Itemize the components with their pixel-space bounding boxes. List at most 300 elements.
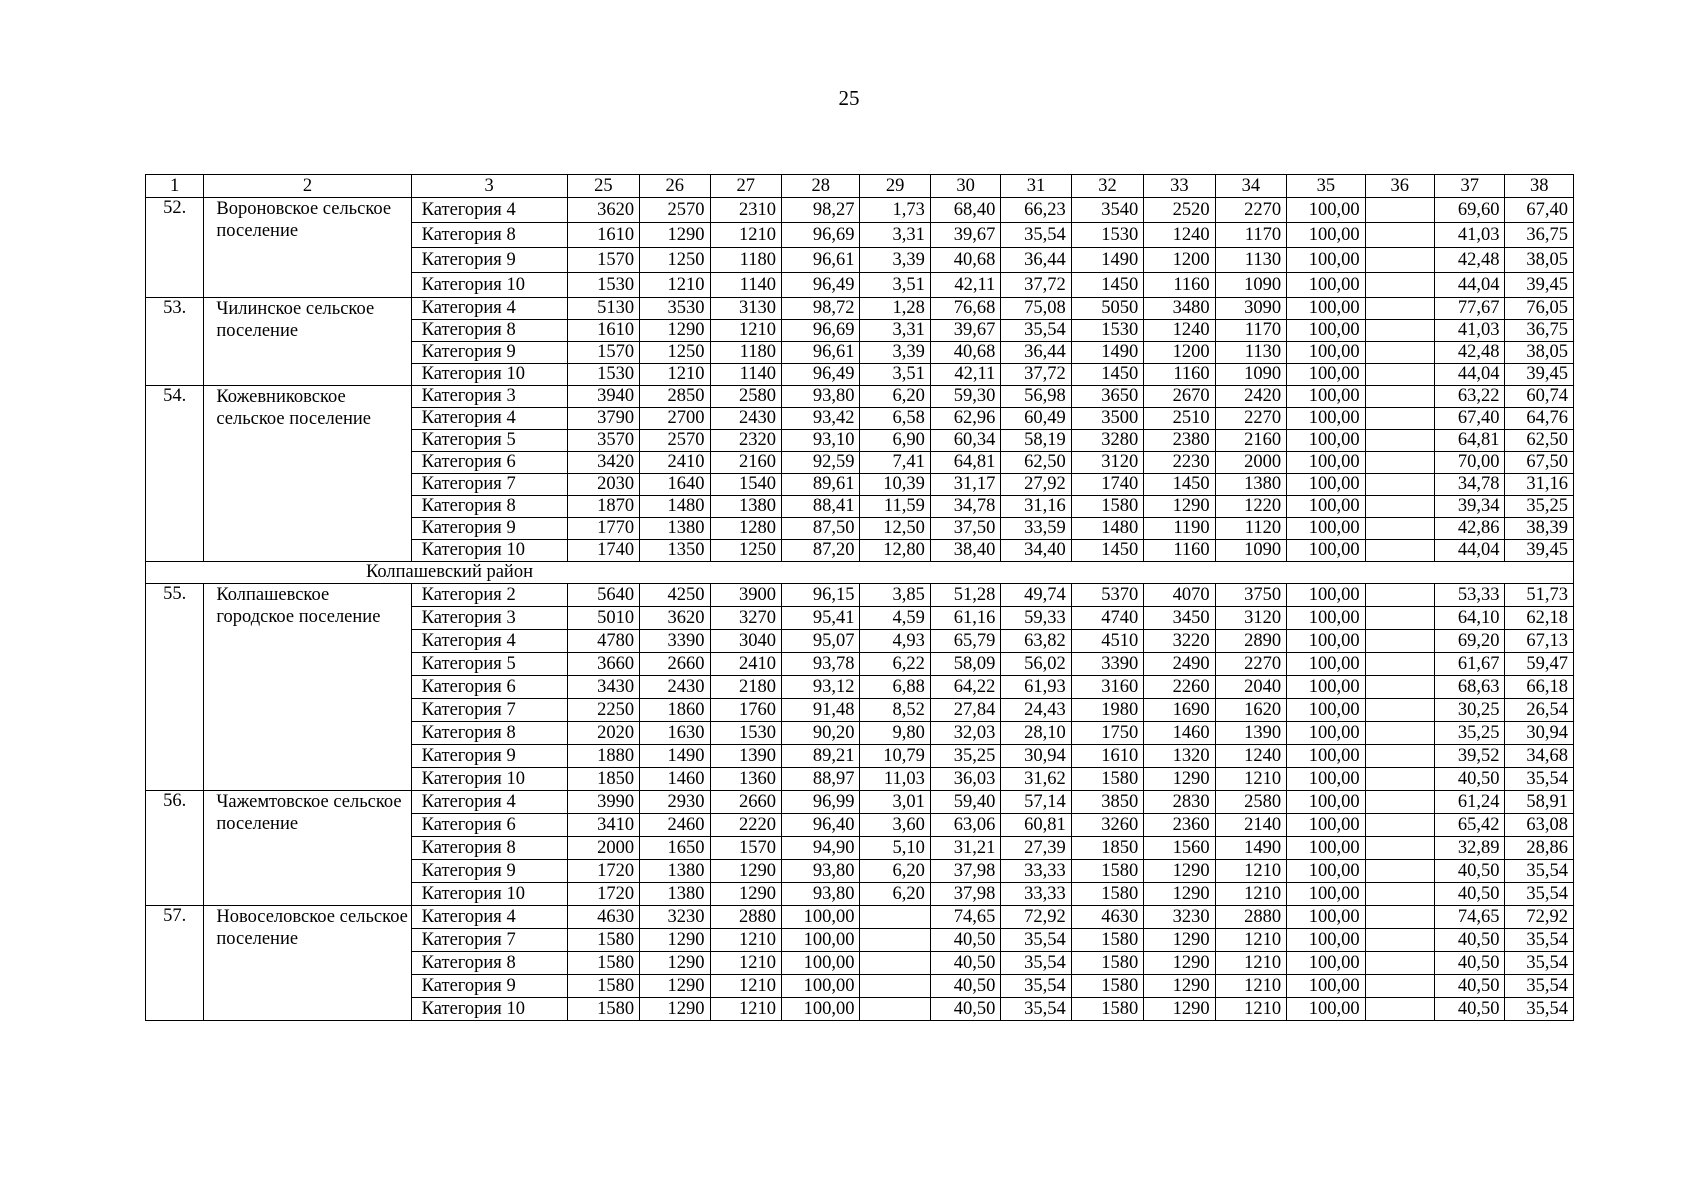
value-cell [1365,745,1434,768]
value-cell: 100,00 [1287,676,1365,699]
value-cell: 1210 [710,975,781,998]
value-cell: 4630 [567,906,639,929]
value-cell [1365,768,1434,791]
value-cell: 100,00 [1287,248,1365,273]
value-cell: 100,00 [1287,320,1365,342]
value-cell: 10,39 [860,474,930,496]
category-cell: Категория 9 [411,518,567,540]
value-cell: 35,25 [1505,496,1574,518]
value-cell [1365,722,1434,745]
value-cell: 2000 [1215,452,1286,474]
value-cell: 1160 [1144,273,1215,298]
value-cell: 2320 [710,430,781,452]
value-cell: 74,65 [930,906,1000,929]
value-cell: 90,20 [781,722,859,745]
value-cell: 100,00 [1287,607,1365,630]
value-cell [1365,298,1434,320]
value-cell: 100,00 [1287,584,1365,607]
value-cell: 96,69 [781,223,859,248]
value-cell: 35,54 [1001,223,1071,248]
value-cell: 26,54 [1505,699,1574,722]
value-cell: 4250 [640,584,710,607]
value-cell [1365,452,1434,474]
table-body [146,175,1574,1021]
value-cell: 3660 [567,653,639,676]
value-cell [1365,408,1434,430]
value-cell: 1480 [1071,518,1143,540]
value-cell: 38,39 [1505,518,1574,540]
value-cell: 3,51 [860,273,930,298]
value-cell: 100,00 [1287,630,1365,653]
value-cell: 3390 [640,630,710,653]
value-cell: 44,04 [1435,364,1505,386]
value-cell: 100,00 [781,952,859,975]
value-cell: 1490 [1071,342,1143,364]
value-cell: 1290 [640,952,710,975]
value-cell: 3620 [640,607,710,630]
category-cell: Категория 4 [411,298,567,320]
category-cell: Категория 6 [411,676,567,699]
value-cell [1365,814,1434,837]
value-cell: 93,10 [781,430,859,452]
value-cell: 35,54 [1505,883,1574,906]
value-cell: 1250 [640,248,710,273]
value-cell: 1530 [1071,320,1143,342]
value-cell: 1560 [1144,837,1215,860]
value-cell: 1650 [640,837,710,860]
value-cell: 6,90 [860,430,930,452]
value-cell: 38,05 [1505,342,1574,364]
value-cell: 32,03 [930,722,1000,745]
value-cell: 96,49 [781,364,859,386]
value-cell: 1460 [1144,722,1215,745]
category-cell: Категория 8 [411,837,567,860]
value-cell: 3750 [1215,584,1286,607]
value-cell: 36,75 [1505,223,1574,248]
value-cell: 1380 [710,496,781,518]
value-cell: 30,94 [1505,722,1574,745]
value-cell: 60,74 [1505,386,1574,408]
value-cell: 1530 [710,722,781,745]
value-cell: 7,41 [860,452,930,474]
value-cell: 35,54 [1505,768,1574,791]
value-cell: 100,00 [1287,814,1365,837]
value-cell: 1580 [1071,883,1143,906]
value-cell: 2220 [710,814,781,837]
column-header: 28 [781,175,859,198]
category-cell: Категория 4 [411,791,567,814]
value-cell: 1770 [567,518,639,540]
value-cell: 30,94 [1001,745,1071,768]
value-cell: 35,25 [930,745,1000,768]
settlement-name: Вороновское сельское поселение [204,198,411,298]
value-cell: 2380 [1144,430,1215,452]
value-cell: 6,58 [860,408,930,430]
value-cell: 56,02 [1001,653,1071,676]
value-cell [1365,540,1434,562]
value-cell: 36,03 [930,768,1000,791]
value-cell: 3530 [640,298,710,320]
value-cell: 1530 [1071,223,1143,248]
value-cell: 5130 [567,298,639,320]
value-cell: 31,62 [1001,768,1071,791]
value-cell: 61,93 [1001,676,1071,699]
value-cell: 41,03 [1435,320,1505,342]
value-cell: 93,80 [781,883,859,906]
value-cell: 53,33 [1435,584,1505,607]
row-number: 57. [146,906,204,1021]
value-cell: 1250 [710,540,781,562]
value-cell: 35,54 [1505,860,1574,883]
column-header: 2 [204,175,411,198]
value-cell: 3500 [1071,408,1143,430]
value-cell: 95,07 [781,630,859,653]
value-cell: 2700 [640,408,710,430]
value-cell: 2410 [640,452,710,474]
value-cell: 100,00 [1287,518,1365,540]
value-cell: 1210 [1215,860,1286,883]
value-cell: 34,68 [1505,745,1574,768]
value-cell: 60,49 [1001,408,1071,430]
value-cell: 35,54 [1505,998,1574,1021]
value-cell: 40,50 [930,952,1000,975]
value-cell: 2430 [640,676,710,699]
value-cell: 35,54 [1001,952,1071,975]
value-cell: 1180 [710,342,781,364]
value-cell: 1120 [1215,518,1286,540]
value-cell: 1210 [710,929,781,952]
value-cell: 96,15 [781,584,859,607]
value-cell: 2430 [710,408,781,430]
value-cell: 65,79 [930,630,1000,653]
column-header: 25 [567,175,639,198]
value-cell: 100,00 [1287,653,1365,676]
category-cell: Категория 10 [411,540,567,562]
value-cell: 28,86 [1505,837,1574,860]
value-cell: 2030 [567,474,639,496]
value-cell: 64,22 [930,676,1000,699]
category-cell: Категория 8 [411,320,567,342]
value-cell: 3130 [710,298,781,320]
column-header: 1 [146,175,204,198]
value-cell: 1350 [640,540,710,562]
value-cell: 30,25 [1435,699,1505,722]
value-cell: 1290 [640,223,710,248]
value-cell: 62,50 [1001,452,1071,474]
value-cell: 1530 [567,364,639,386]
table-row [146,386,1574,408]
column-header: 31 [1001,175,1071,198]
value-cell: 1610 [567,223,639,248]
value-cell: 76,05 [1505,298,1574,320]
value-cell: 6,22 [860,653,930,676]
value-cell: 35,54 [1001,929,1071,952]
value-cell: 3480 [1144,298,1215,320]
value-cell: 100,00 [1287,768,1365,791]
value-cell: 1160 [1144,364,1215,386]
value-cell: 2410 [710,653,781,676]
value-cell: 3650 [1071,386,1143,408]
value-cell: 58,09 [930,653,1000,676]
value-cell: 1580 [1071,496,1143,518]
table-row [146,198,1574,223]
value-cell: 37,98 [930,883,1000,906]
value-cell: 1490 [1215,837,1286,860]
value-cell: 51,28 [930,584,1000,607]
value-cell: 1210 [1215,768,1286,791]
column-header: 29 [860,175,930,198]
value-cell: 33,33 [1001,883,1071,906]
value-cell: 1490 [640,745,710,768]
value-cell: 35,25 [1435,722,1505,745]
value-cell: 74,65 [1435,906,1505,929]
value-cell: 35,54 [1001,998,1071,1021]
value-cell: 89,21 [781,745,859,768]
value-cell: 64,81 [930,452,1000,474]
category-cell: Категория 10 [411,768,567,791]
value-cell: 1640 [640,474,710,496]
category-cell: Категория 10 [411,364,567,386]
category-cell: Категория 8 [411,223,567,248]
category-cell: Категория 9 [411,975,567,998]
value-cell: 9,80 [860,722,930,745]
value-cell: 1240 [1144,223,1215,248]
value-cell: 4510 [1071,630,1143,653]
value-cell: 6,20 [860,883,930,906]
column-header: 3 [411,175,567,198]
value-cell: 2510 [1144,408,1215,430]
value-cell: 1290 [1144,768,1215,791]
value-cell: 3940 [567,386,639,408]
value-cell: 3420 [567,452,639,474]
value-cell: 41,03 [1435,223,1505,248]
category-cell: Категория 6 [411,814,567,837]
value-cell: 1690 [1144,699,1215,722]
value-cell: 93,78 [781,653,859,676]
value-cell: 1170 [1215,223,1286,248]
value-cell [1365,584,1434,607]
value-cell: 2310 [710,198,781,223]
value-cell: 1450 [1071,364,1143,386]
value-cell: 2270 [1215,408,1286,430]
value-cell [860,952,930,975]
value-cell: 100,00 [1287,273,1365,298]
value-cell: 38,40 [930,540,1000,562]
value-cell [1365,975,1434,998]
value-cell: 2930 [640,791,710,814]
value-cell: 35,54 [1505,975,1574,998]
value-cell: 6,20 [860,386,930,408]
value-cell: 1140 [710,273,781,298]
value-cell: 37,72 [1001,364,1071,386]
value-cell: 66,18 [1505,676,1574,699]
column-header: 32 [1071,175,1143,198]
value-cell: 1,73 [860,198,930,223]
value-cell: 2580 [1215,791,1286,814]
value-cell: 61,16 [930,607,1000,630]
value-cell: 6,20 [860,860,930,883]
value-cell: 1610 [567,320,639,342]
value-cell: 100,00 [1287,198,1365,223]
table-row [146,298,1574,320]
value-cell: 2660 [710,791,781,814]
value-cell: 42,11 [930,273,1000,298]
column-header: 34 [1215,175,1286,198]
value-cell: 63,82 [1001,630,1071,653]
value-cell [1365,883,1434,906]
value-cell: 3230 [1144,906,1215,929]
value-cell: 1580 [567,975,639,998]
value-cell: 35,54 [1505,929,1574,952]
value-cell: 11,03 [860,768,930,791]
value-cell: 100,00 [1287,342,1365,364]
value-cell: 12,80 [860,540,930,562]
value-cell: 1380 [640,860,710,883]
value-cell: 3620 [567,198,639,223]
value-cell: 4780 [567,630,639,653]
value-cell: 3,31 [860,320,930,342]
column-header: 36 [1365,175,1434,198]
settlement-name: Кожевниковское сельское поселение [204,386,411,562]
settlement-name: Чилинское сельское поселение [204,298,411,386]
value-cell: 100,00 [1287,298,1365,320]
column-header: 35 [1287,175,1365,198]
value-cell: 2420 [1215,386,1286,408]
row-number: 52. [146,198,204,298]
value-cell [1365,860,1434,883]
value-cell: 100,00 [1287,452,1365,474]
value-cell: 66,23 [1001,198,1071,223]
row-number: 56. [146,791,204,906]
value-cell: 58,91 [1505,791,1574,814]
value-cell: 1630 [640,722,710,745]
settlement-name: Чажемтовское сельское поселение [204,791,411,906]
value-cell: 40,68 [930,248,1000,273]
value-cell: 96,61 [781,248,859,273]
value-cell: 1240 [1215,745,1286,768]
category-cell: Категория 8 [411,722,567,745]
value-cell: 100,00 [1287,791,1365,814]
value-cell: 1290 [710,883,781,906]
value-cell: 3230 [640,906,710,929]
value-cell: 100,00 [1287,837,1365,860]
value-cell: 96,99 [781,791,859,814]
value-cell: 3790 [567,408,639,430]
table-row [146,906,1574,929]
value-cell: 39,34 [1435,496,1505,518]
value-cell: 2160 [1215,430,1286,452]
value-cell: 61,24 [1435,791,1505,814]
district-row [146,562,1574,584]
value-cell: 3850 [1071,791,1143,814]
value-cell: 69,60 [1435,198,1505,223]
value-cell: 51,73 [1505,584,1574,607]
category-cell: Категория 3 [411,386,567,408]
value-cell: 3220 [1144,630,1215,653]
value-cell: 1870 [567,496,639,518]
value-cell: 40,68 [930,342,1000,364]
value-cell: 100,00 [1287,364,1365,386]
value-cell: 58,19 [1001,430,1071,452]
value-cell: 5010 [567,607,639,630]
value-cell: 72,92 [1001,906,1071,929]
value-cell: 4,59 [860,607,930,630]
value-cell: 3,39 [860,342,930,364]
value-cell: 5,10 [860,837,930,860]
value-cell: 5050 [1071,298,1143,320]
value-cell: 1290 [640,929,710,952]
value-cell: 92,59 [781,452,859,474]
value-cell: 89,61 [781,474,859,496]
value-cell: 100,00 [1287,386,1365,408]
value-cell: 57,14 [1001,791,1071,814]
category-cell: Категория 10 [411,998,567,1021]
value-cell: 2360 [1144,814,1215,837]
value-cell: 1460 [640,768,710,791]
value-cell: 3160 [1071,676,1143,699]
value-cell: 100,00 [1287,699,1365,722]
value-cell: 39,67 [930,223,1000,248]
category-cell: Категория 7 [411,929,567,952]
value-cell: 100,00 [1287,474,1365,496]
value-cell: 2850 [640,386,710,408]
value-cell: 28,10 [1001,722,1071,745]
settlement-name: Колпашевское городское поселение [204,584,411,791]
value-cell: 1580 [1071,860,1143,883]
value-cell: 4630 [1071,906,1143,929]
value-cell: 1610 [1071,745,1143,768]
category-cell: Категория 5 [411,653,567,676]
value-cell [1365,676,1434,699]
value-cell: 1450 [1071,540,1143,562]
value-cell: 61,67 [1435,653,1505,676]
value-cell: 2140 [1215,814,1286,837]
value-cell: 1090 [1215,273,1286,298]
value-cell: 1210 [1215,975,1286,998]
value-cell: 5370 [1071,584,1143,607]
value-cell: 1210 [710,952,781,975]
value-cell: 1210 [640,273,710,298]
value-cell: 1580 [1071,929,1143,952]
value-cell: 44,04 [1435,273,1505,298]
category-cell: Категория 9 [411,342,567,364]
value-cell: 1360 [710,768,781,791]
value-cell: 3390 [1071,653,1143,676]
value-cell: 3120 [1071,452,1143,474]
value-cell: 1130 [1215,248,1286,273]
value-cell: 40,50 [930,998,1000,1021]
value-cell [1365,198,1434,223]
value-cell: 1090 [1215,364,1286,386]
value-cell: 35,54 [1505,952,1574,975]
value-cell: 1290 [1144,929,1215,952]
value-cell: 3450 [1144,607,1215,630]
category-cell: Категория 8 [411,952,567,975]
value-cell: 35,54 [1001,320,1071,342]
value-cell: 6,88 [860,676,930,699]
value-cell: 1210 [710,223,781,248]
value-cell: 67,40 [1435,408,1505,430]
value-cell: 36,75 [1505,320,1574,342]
value-cell: 2520 [1144,198,1215,223]
value-cell: 2830 [1144,791,1215,814]
value-cell: 36,44 [1001,248,1071,273]
value-cell: 1490 [1071,248,1143,273]
value-cell: 98,27 [781,198,859,223]
value-cell: 68,40 [930,198,1000,223]
value-cell: 3900 [710,584,781,607]
row-number: 53. [146,298,204,386]
